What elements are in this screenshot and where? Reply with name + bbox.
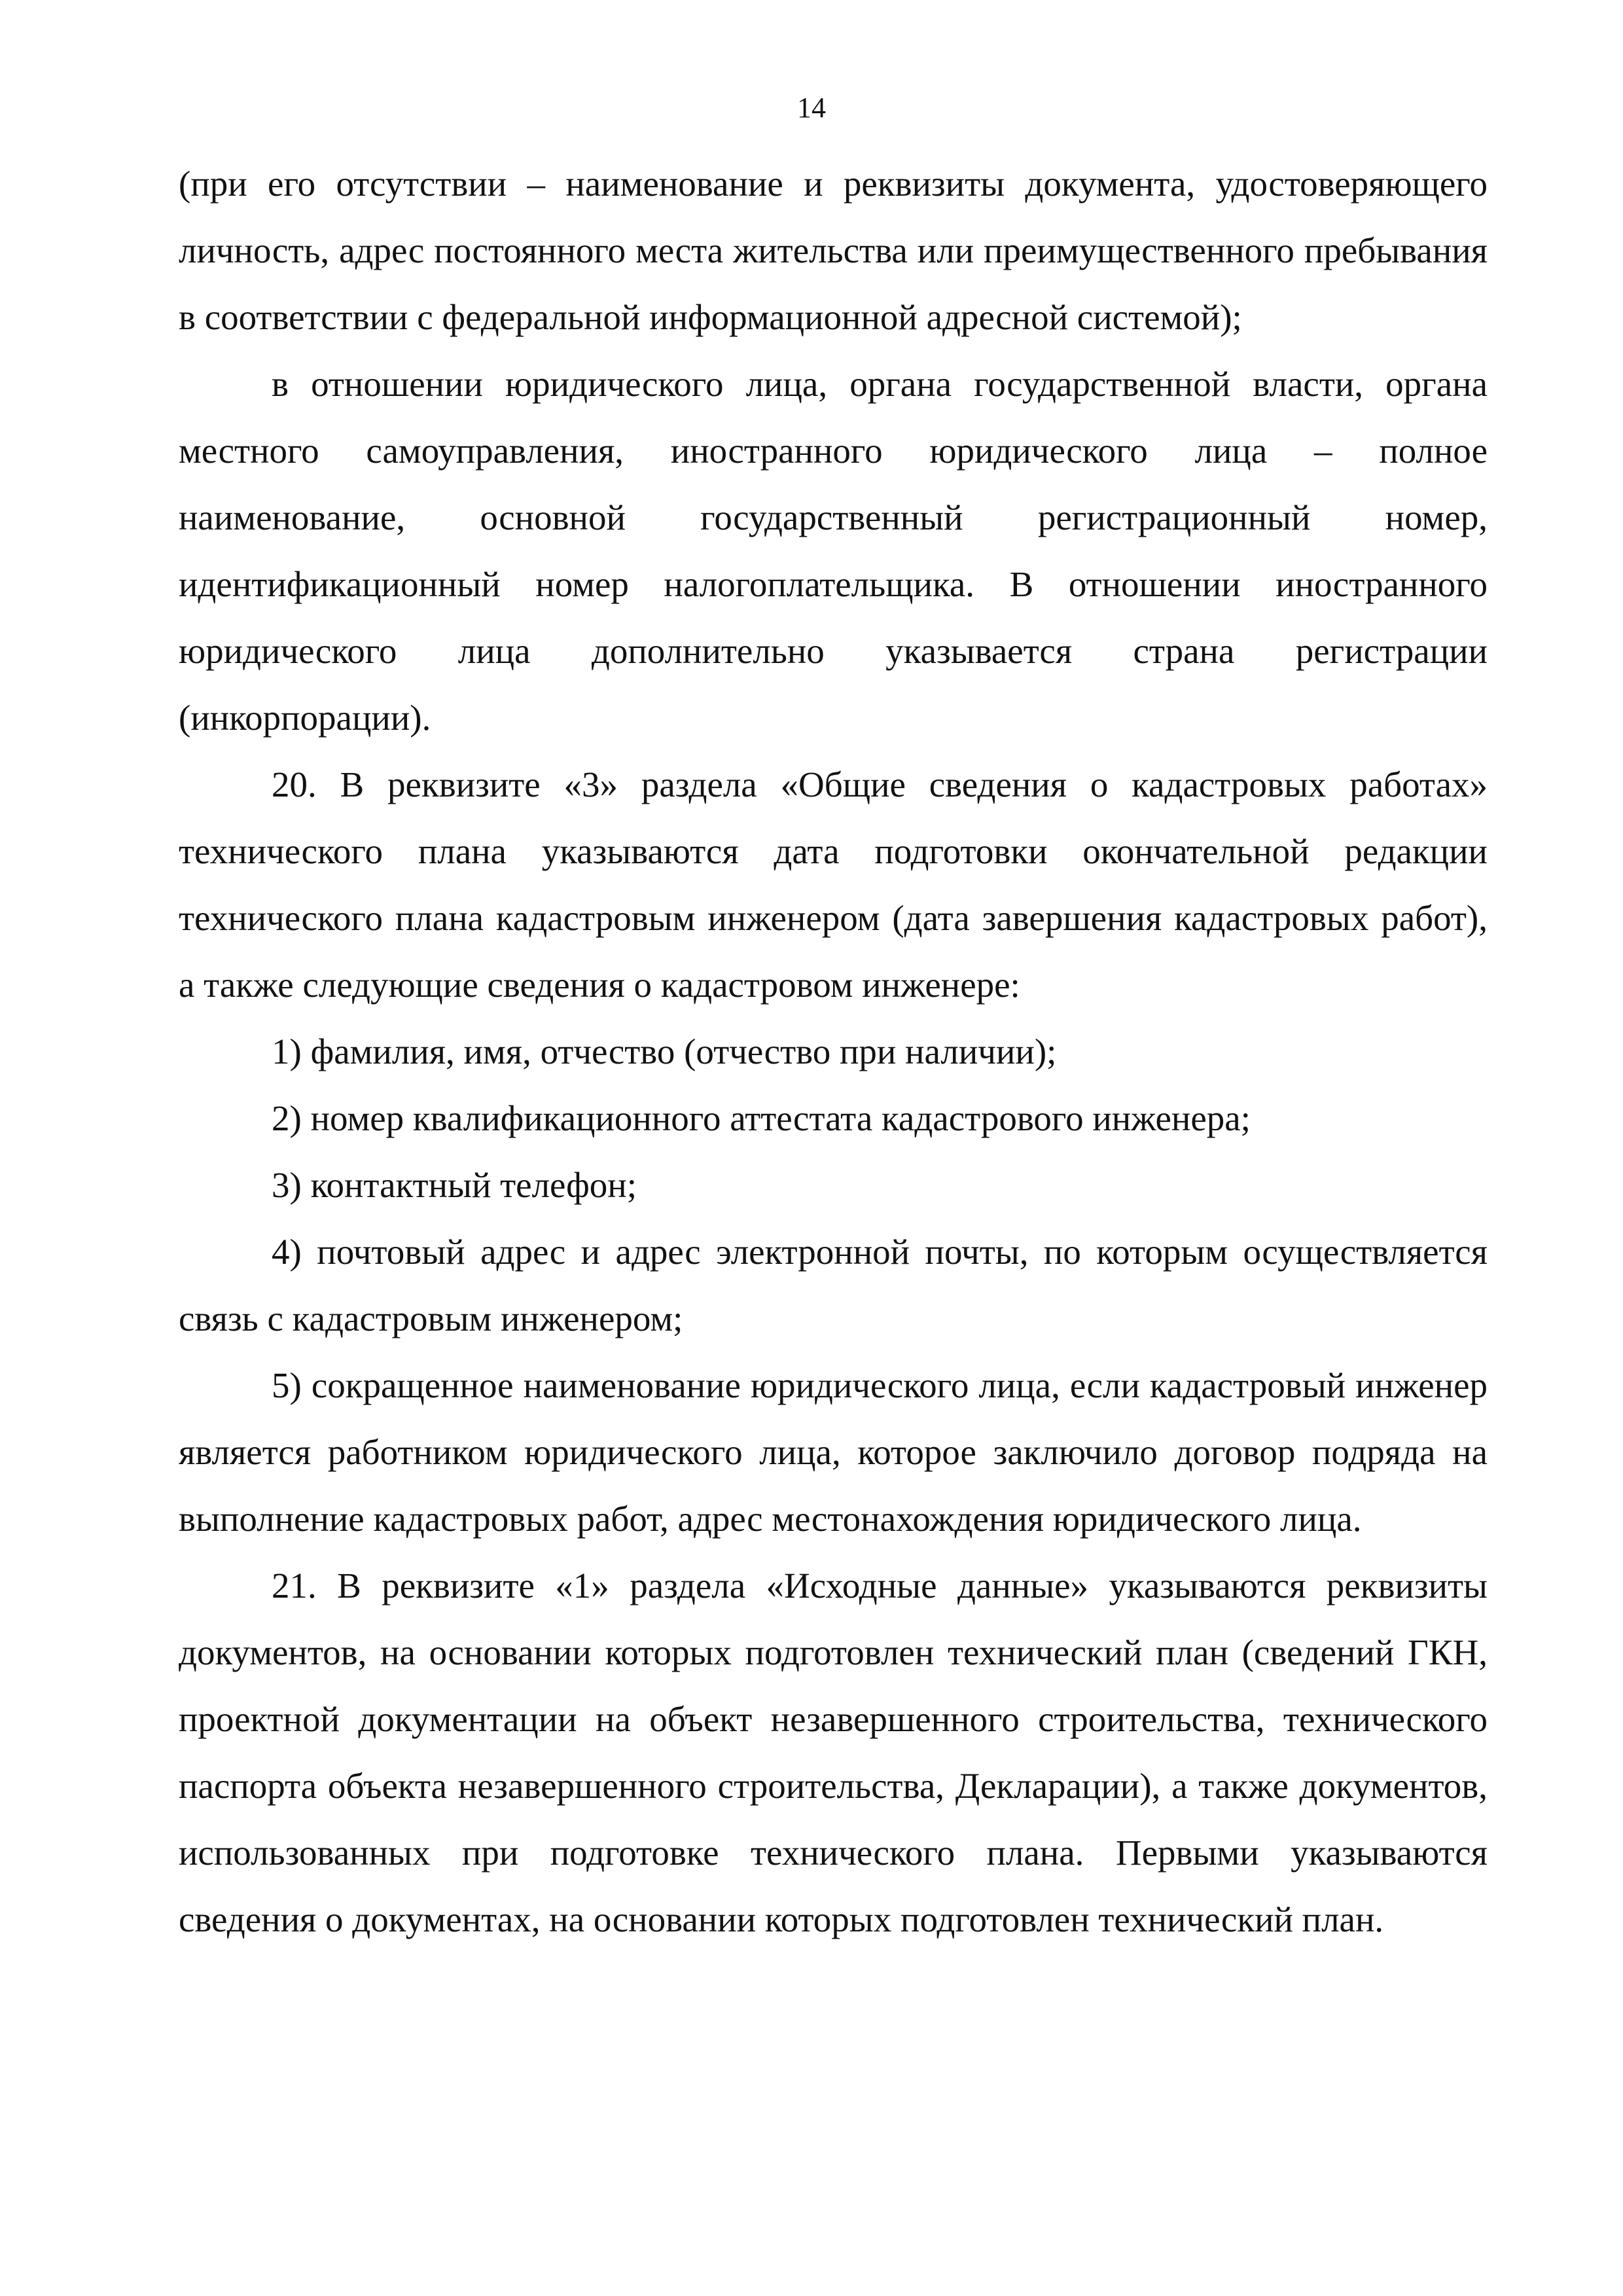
list-item-4: 4) почтовый адрес и адрес электронной почты, по которым осуществляется связь с кадастровым инженером; xyxy=(179,1232,1488,1338)
document-body xyxy=(179,151,1488,1953)
paragraph-continuation: (при его отсутствии – наименование и реквизиты документа, удостоверяющего личность, адрес постоянного места жительства или преимущественного пребывания в соответствии с федеральной информационной адресной системой); xyxy=(179,164,1488,337)
list-item-1: 1) фамилия, имя, отчество (отчество при наличии); xyxy=(272,1031,1057,1071)
page-number: 14 xyxy=(797,92,826,124)
list-item-5: 5) сокращенное наименование юридического лица, если кадастровый инженер является работником юридического лица, которое заключило договор подряда на выполнение кадастровых работ, адрес местонахождения юридического лица. xyxy=(179,1365,1488,1539)
list-item-3: 3) контактный телефон; xyxy=(272,1165,637,1205)
list-item-2: 2) номер квалификационного аттестата кадастрового инженера; xyxy=(272,1098,1251,1138)
paragraph-item-21: 21. В реквизите «1» раздела «Исходные данные» указываются реквизиты документов, на основании которых подготовлен технический план (сведений ГКН, проектной документации на объект незавершенного строительства, технического паспорта объекта незавершенного строительства, Декларации), а также документов, использованных при подготовке технического плана. Первыми указываются сведения о документах, на основании которых подготовлен технический план. xyxy=(179,1566,1488,1939)
paragraph-legal-entity: в отношении юридического лица, органа государственной власти, органа местного самоуправления, иностранного юридического лица – полное наименование, основной государственный регистрационный номер, идентификационный номер налогоплательщика. В отношении иностранного юридического лица дополнительно указывается страна регистрации (инкорпорации). xyxy=(179,364,1488,738)
paragraph-item-20: 20. В реквизите «3» раздела «Общие сведения о кадастровых работах» технического плана указываются дата подготовки окончательной редакции технического плана кадастровым инженером (дата завершения кадастровых работ), а также следующие сведения о кадастровом инженере: xyxy=(179,764,1488,1005)
